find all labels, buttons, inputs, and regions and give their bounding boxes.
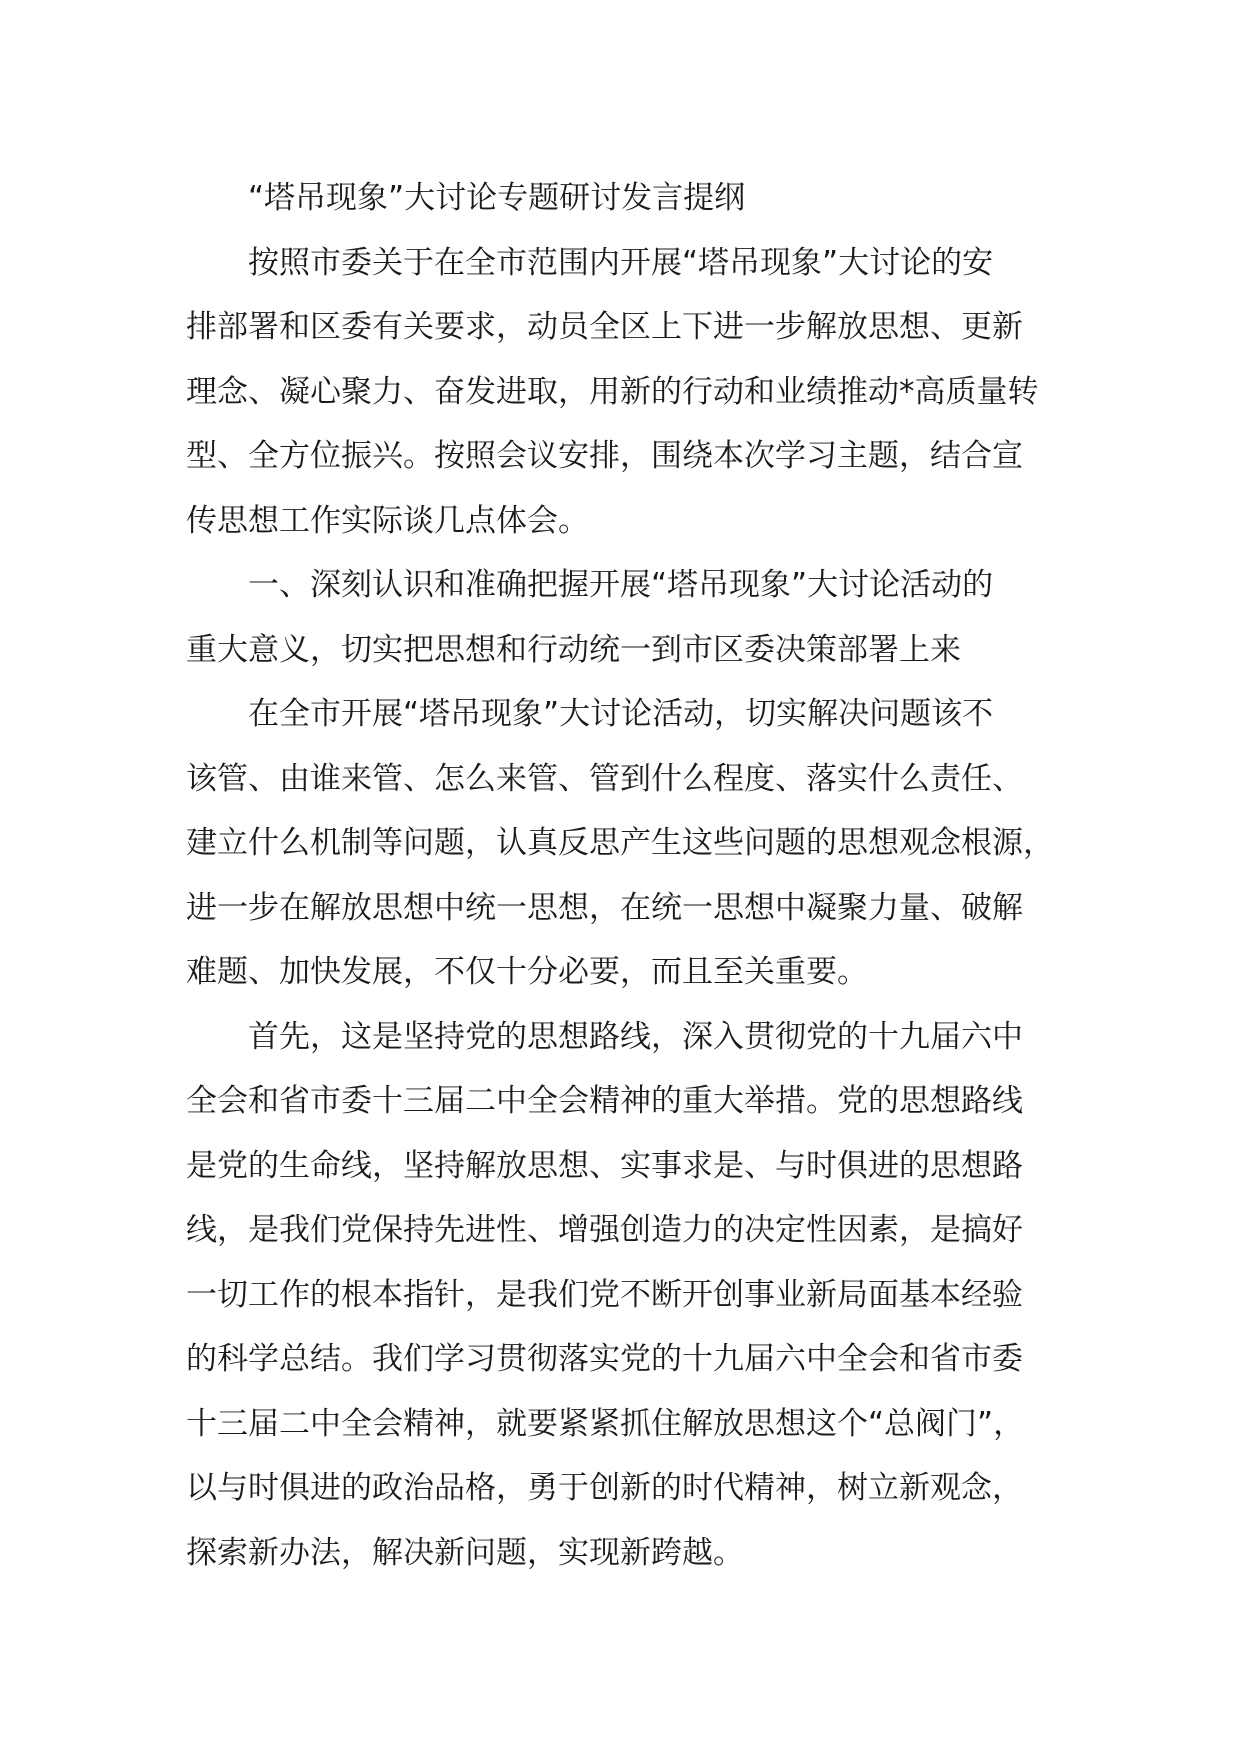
paragraph-line: 该管、由谁来管、怎么来管、管到什么程度、落实什么责任、 bbox=[186, 760, 1023, 797]
paragraph-line: 探索新办法，解决新问题，实现新跨越。 bbox=[186, 1534, 744, 1571]
document-title: “塔吊现象”大讨论专题研讨发言提纲 bbox=[248, 180, 746, 216]
paragraph-line: 全会和省市委十三届二中全会精神的重大举措。党的思想路线 bbox=[186, 1083, 1023, 1119]
paragraph-line: 排部署和区委有关要求，动员全区上下进一步解放思想、更新 bbox=[186, 309, 1023, 345]
paragraph-line: 按照市委关于在全市范围内开展“塔吊现象”大讨论的安 bbox=[248, 244, 994, 281]
paragraph-line: 以与时俱进的政治品格，勇于创新的时代精神，树立新观念， bbox=[186, 1470, 1023, 1506]
paragraph-line: 进一步在解放思想中统一思想，在统一思想中凝聚力量、破解 bbox=[186, 889, 1023, 926]
section-heading-line: 重大意义，切实把思想和行动统一到市区委决策部署上来 bbox=[186, 631, 961, 668]
paragraph-line: 首先，这是坚持党的思想路线，深入贯彻党的十九届六中 bbox=[248, 1018, 1023, 1055]
paragraph-line: 传思想工作实际谈几点体会。 bbox=[186, 502, 589, 539]
paragraph-line: 的科学总结。我们学习贯彻落实党的十九届六中全会和省市委 bbox=[186, 1341, 1023, 1377]
paragraph-line: 一切工作的根本指针，是我们党不断开创事业新局面基本经验 bbox=[186, 1276, 1023, 1313]
document-body bbox=[186, 166, 1066, 1585]
paragraph-line: 建立什么机制等问题，认真反思产生这些问题的思想观念根源， bbox=[186, 825, 1054, 861]
paragraph-line: 线，是我们党保持先进性、增强创造力的决定性因素，是搞好 bbox=[186, 1212, 1023, 1248]
paragraph-line: 理念、凝心聚力、奋发进取，用新的行动和业绩推动*高质量转 bbox=[186, 373, 1039, 410]
paragraph-line: 难题、加快发展，不仅十分必要，而且至关重要。 bbox=[186, 954, 868, 990]
paragraph-line: 是党的生命线，坚持解放思想、实事求是、与时俱进的思想路 bbox=[186, 1147, 1023, 1184]
paragraph-line: 型、全方位振兴。按照会议安排，围绕本次学习主题，结合宣 bbox=[186, 438, 1023, 474]
paragraph-line: 十三届二中全会精神，就要紧紧抓住解放思想这个“总阀门”， bbox=[186, 1405, 1025, 1442]
section-heading-line: 一、深刻认识和准确把握开展“塔吊现象”大讨论活动的 bbox=[248, 567, 994, 603]
paragraph-line: 在全市开展“塔吊现象”大讨论活动，切实解决问题该不 bbox=[248, 696, 994, 732]
